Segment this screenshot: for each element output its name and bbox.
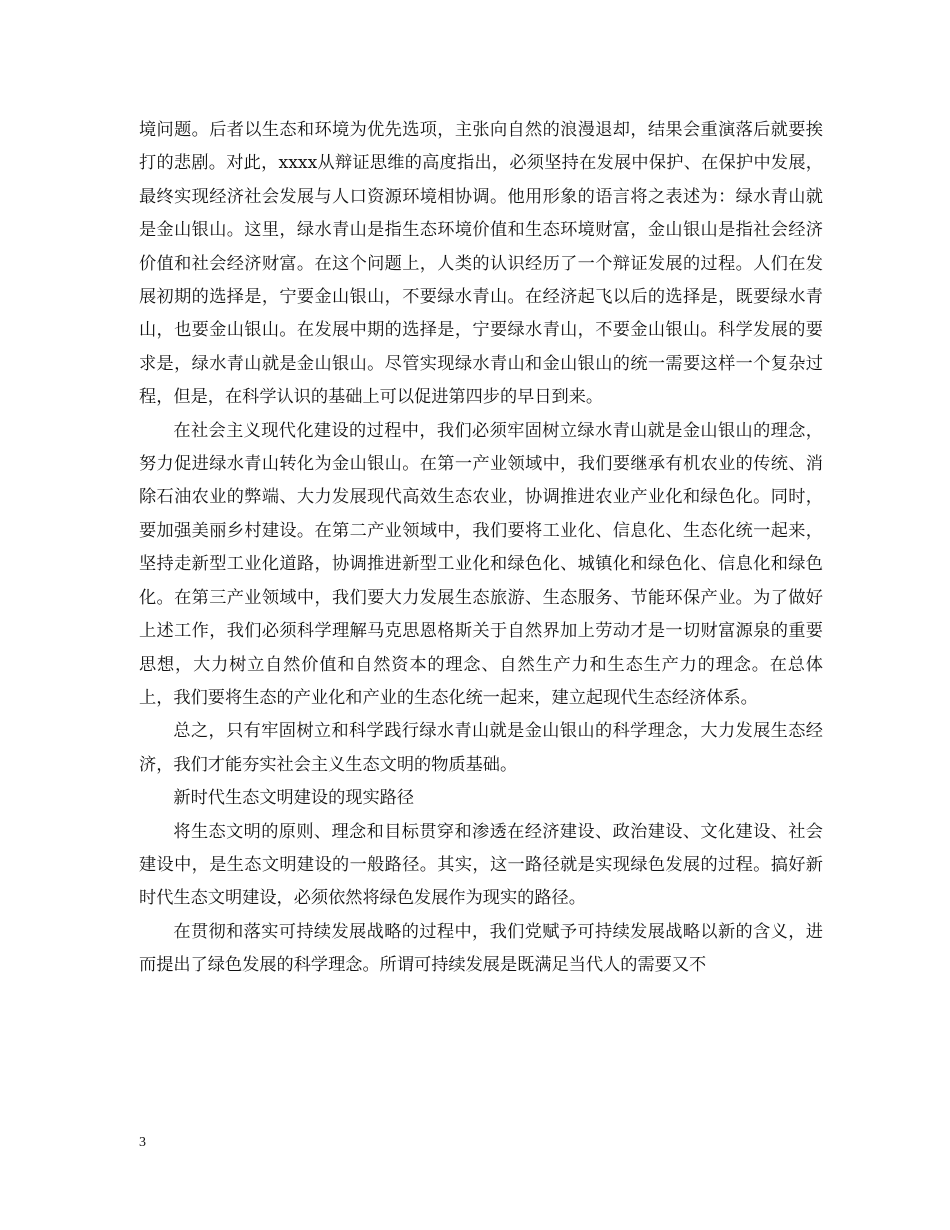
paragraph-continued: 境问题。后者以生态和环境为优先选项，主张向自然的浪漫退却，结果会重演落后就要挨打的悲剧。对此，xxxx从辩证思维的高度指出，必须坚持在发展中保护、在保护中发展，最终实现经济社会发展与人口资源环境相协调。他用形象的语言将之表述为：绿水青山就是金山银山。这里，绿水青山是指生态环境价值和生态环境财富，金山银山是指社会经济价值和社会经济财富。在这个问题上，人类的认识经历了一个辩证发展的过程。人们在发展初期的选择是，宁要金山银山，不要绿水青山。在经济起飞以后的选择是，既要绿水青山，也要金山银山。在发展中期的选择是，宁要绿水青山，不要金山银山。科学发展的要求是，绿水青山就是金山银山。尽管实现绿水青山和金山银山的统一需要这样一个复杂过程，但是，在科学认识的基础上可以促进第四步的早日到来。 <box>139 120 823 408</box>
page-number: 3 <box>139 1135 146 1150</box>
paragraph: 总之，只有牢固树立和科学践行绿水青山就是金山银山的科学理念，大力发展生态经济，我们才能夯实社会主义生态文明的物质基础。 <box>139 721 823 775</box>
document-body <box>139 114 823 983</box>
paragraph: 将生态文明的原则、理念和目标贯穿和渗透在经济建设、政治建设、文化建设、社会建设中，是生态文明建设的一般路径。其实，这一路径就是实现绿色发展的过程。搞好新时代生态文明建设，必须依然将绿色发展作为现实的路径。 <box>139 821 823 909</box>
section-heading: 新时代生态文明建设的现实路径 <box>173 788 415 809</box>
paragraph: 在贯彻和落实可持续发展战略的过程中，我们党赋予可持续发展战略以新的含义，进而提出了绿色发展的科学理念。所谓可持续发展是既满足当代人的需要又不 <box>139 921 823 976</box>
paragraph: 在社会主义现代化建设的过程中，我们必须牢固树立绿水青山就是金山银山的理念，努力促进绿水青山转化为金山银山。在第一产业领域中，我们要继承有机农业的传统、消除石油农业的弊端、大力发展现代高效生态农业，协调推进农业产业化和绿色化。同时，要加强美丽乡村建设。在第二产业领域中，我们要将工业化、信息化、生态化统一起来，坚持走新型工业化道路，协调推进新型工业化和绿色化、城镇化和绿色化、信息化和绿色化。在第三产业领域中，我们要大力发展生态旅游、生态服务、节能环保产业。为了做好上述工作，我们必须科学理解马克思恩格斯关于自然界加上劳动才是一切财富源泉的重要思想，大力树立自然价值和自然资本的理念、自然生产力和生态生产力的理念。在总体上，我们要将生态的产业化和产业的生态化统一起来，建立起现代生态经济体系。 <box>139 420 823 708</box>
